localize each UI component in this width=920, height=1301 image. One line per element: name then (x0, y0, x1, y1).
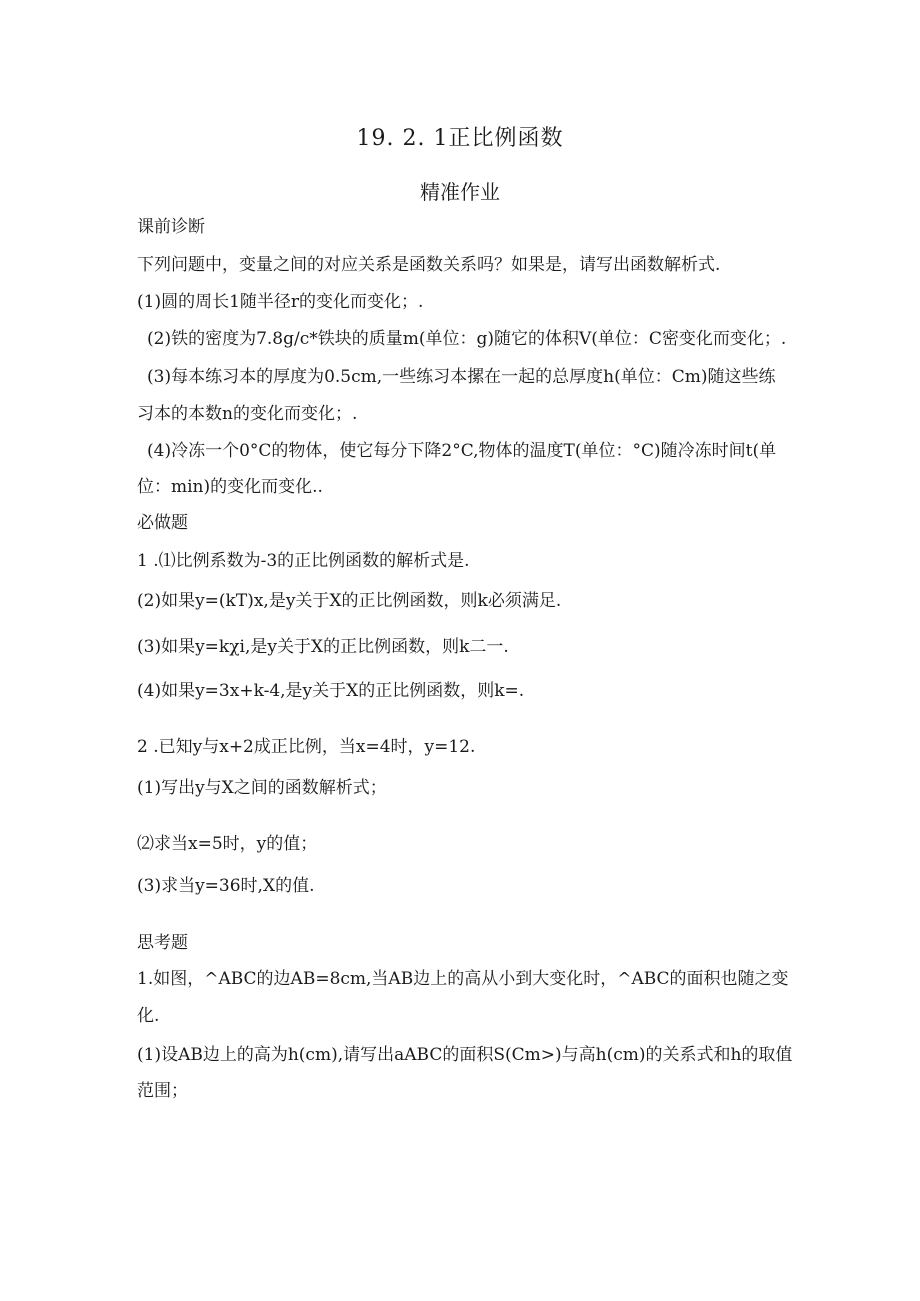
section-heading-required: 必做题 (137, 513, 188, 533)
required-problem-1-a: 1 .⑴比例系数为-3的正比例函数的解析式是. (137, 551, 470, 571)
required-problem-1-c: (3)如果y=kχi,是y关于X的正比例函数，则k二一. (137, 637, 509, 657)
document-subtitle: 精准作业 (420, 180, 500, 204)
required-problem-2-c: (3)求当y=36时,X的值. (137, 876, 315, 896)
pre-class-question-1: (1)圆的周长1随半径r的变化而变化；. (137, 292, 424, 312)
required-problem-2-intro: 2 .已知y与x+2成正比例，当x=4时，y=12. (137, 737, 476, 757)
pre-class-question-4-line-1: (4)冷冻一个0°C的物体，使它每分下降2°C,物体的温度T(单位：°C)随冷冻时间t(单 (147, 441, 777, 461)
pre-class-question-3-line-1: (3)每本练习本的厚度为0.5cm,一些练习本摞在一起的总厚度h(单位：Cm)随这些练 (147, 367, 776, 387)
pre-class-question-3-line-2: 习本的本数n的变化而变化；. (137, 404, 358, 424)
pre-class-question-2: (2)铁的密度为7.8g∕c*铁块的质量m(单位：g)随它的体积V(单位：C密变化而变化；. (147, 329, 787, 349)
required-problem-1-d: (4)如果y=3x+k-4,是y关于X的正比例函数，则k=. (137, 681, 525, 701)
thinking-problem-1-a-line-2: 范围； (137, 1081, 188, 1101)
document-title: 19. 2. 1正比例函数 (356, 126, 564, 151)
section-heading-pre-class: 课前诊断 (137, 217, 205, 237)
thinking-problem-1-a-line-1: (1)设AB边上的高为h(cm),请写出aABC的面积S(Cm>)与高h(cm)的关系式和h的取值 (137, 1045, 793, 1065)
pre-class-question-4-line-2: 位：min)的变化而变化.. (137, 477, 323, 497)
required-problem-2-b: ⑵求当x=5时，y的值； (137, 834, 318, 854)
section-heading-thinking: 思考题 (137, 933, 188, 953)
thinking-problem-1-line-2: 化. (137, 1006, 160, 1026)
thinking-problem-1-line-1: 1.如图，^ABC的边AB=8cm,当AB边上的高从小到大变化时，^ABC的面积也随之变 (137, 969, 789, 989)
required-problem-1-b: (2)如果y=(kT)x,是y关于X的正比例函数，则k必须满足. (137, 591, 562, 611)
required-problem-2-a: (1)写出y与X之间的函数解析式； (137, 778, 387, 798)
pre-class-intro: 下列问题中，变量之间的对应关系是函数关系吗？如果是，请写出函数解析式. (137, 255, 721, 275)
